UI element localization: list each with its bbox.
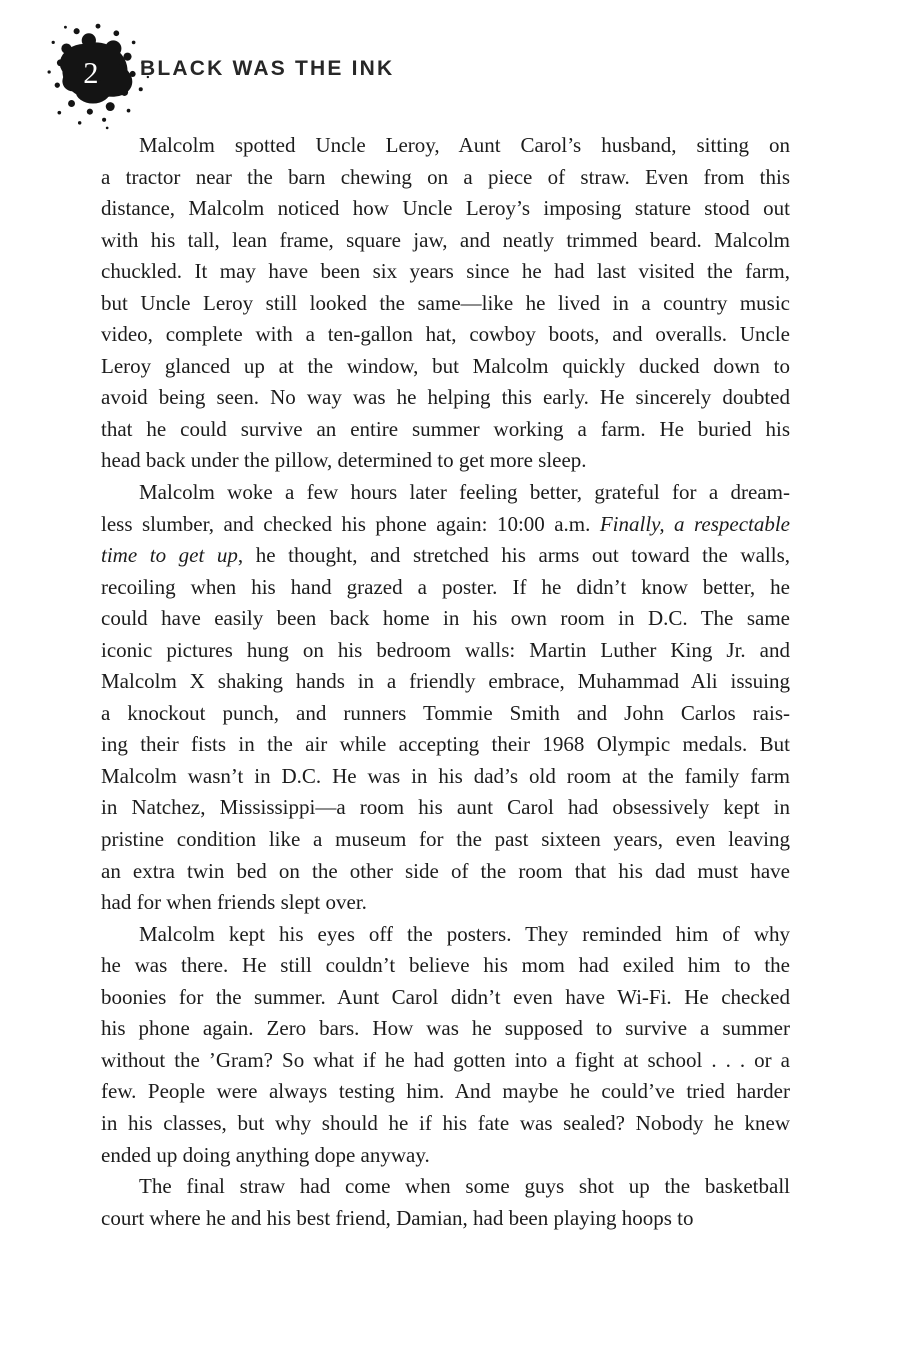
text-line: with his tall, lean frame, square jaw, and neatly trimmed beard. Malcolm (101, 227, 790, 252)
text-line: recoiling when his hand grazed a poster. If he didn’t know better, he (101, 574, 790, 599)
ink-splat-icon (42, 18, 154, 132)
text-line: ended up doing anything dope anyway. (101, 1142, 430, 1167)
text-line: pristine condition like a museum for the past sixteen years, even leaving (101, 827, 790, 852)
text-line: but Uncle Leroy still looked the same—like he lived in a country music (101, 290, 790, 315)
text-line: court where he and his best friend, Damian, had been playing hoops to (101, 1205, 694, 1230)
text-line: an extra twin bed on the other side of the room that his dad must have (101, 858, 790, 883)
text-line: without the ’Gram? So what if he had gotten into a fight at school . . . or a (101, 1047, 790, 1072)
text-line: his phone again. Zero bars. How was he supposed to survive a summer (101, 1016, 790, 1041)
text-line: head back under the pillow, determined to get more sleep. (101, 448, 587, 473)
text-line: ing their fists in the air while accepting their 1968 Olympic medals. But (101, 732, 790, 757)
text-line: he was there. He still couldn’t believe his mom had exiled him to the (101, 953, 790, 978)
text-line: in his classes, but why should he if his fate was sealed? Nobody he knew (101, 1110, 790, 1135)
body-text (101, 130, 790, 1234)
text-line: had for when friends slept over. (101, 890, 367, 915)
text-line: Malcolm X shaking hands in a friendly embrace, Muhammad Ali issuing (101, 669, 790, 694)
text-line: Malcolm spotted Uncle Leroy, Aunt Carol’s husband, sitting on (139, 133, 790, 157)
text-line: a knockout punch, and runners Tommie Smith and John Carlos rais- (101, 700, 790, 725)
text-line: time to get up, he thought, and stretched his arms out toward the walls, (101, 543, 790, 568)
text-line: boonies for the summer. Aunt Carol didn’t even have Wi-Fi. He checked (101, 984, 790, 1009)
text-line: few. People were always testing him. And maybe he could’ve tried harder (101, 1079, 790, 1104)
text-line: that he could survive an entire summer working a farm. He buried his (101, 416, 790, 441)
text-line: a tractor near the barn chewing on a piece of straw. Even from this (101, 164, 790, 189)
paragraph (101, 477, 790, 919)
text-line: iconic pictures hung on his bedroom walls: Martin Luther King Jr. and (101, 637, 790, 662)
text-line: could have easily been back home in his own room in D.C. The same (101, 606, 790, 631)
text-line: The final straw had come when some guys shot up the basketball (139, 1174, 790, 1199)
paragraph (101, 130, 790, 477)
ink-splat-page-number-badge (42, 18, 154, 132)
text-line: avoid being seen. No way was he helping this early. He sincerely doubted (101, 385, 790, 410)
paragraph (101, 1171, 790, 1234)
text-line: less slumber, and checked his phone again: 10:00 a.m. Finally, a respectable (101, 511, 791, 536)
text-line: Leroy glanced up at the window, but Malcolm quickly ducked down to (101, 353, 790, 378)
text-line: video, complete with a ten-gallon hat, cowboy boots, and overalls. Uncle (101, 322, 790, 347)
page-header (0, 0, 900, 140)
text-line: chuckled. It may have been six years since he had last visited the farm, (101, 259, 790, 284)
text-line: in Natchez, Mississippi—a room his aunt Carol had obsessively kept in (101, 795, 790, 820)
running-header-title: BLACK WAS THE INK (140, 57, 395, 80)
text-line: Malcolm wasn’t in D.C. He was in his dad’s old room at the family farm (101, 763, 790, 788)
page-number: 2 (83, 56, 99, 91)
text-line: Malcolm kept his eyes off the posters. They reminded him of why (139, 921, 790, 946)
text-line: distance, Malcolm noticed how Uncle Leroy’s imposing stature stood out (101, 196, 790, 221)
text-line: Malcolm woke a few hours later feeling better, grateful for a dream- (139, 480, 790, 505)
paragraph (101, 919, 790, 1171)
